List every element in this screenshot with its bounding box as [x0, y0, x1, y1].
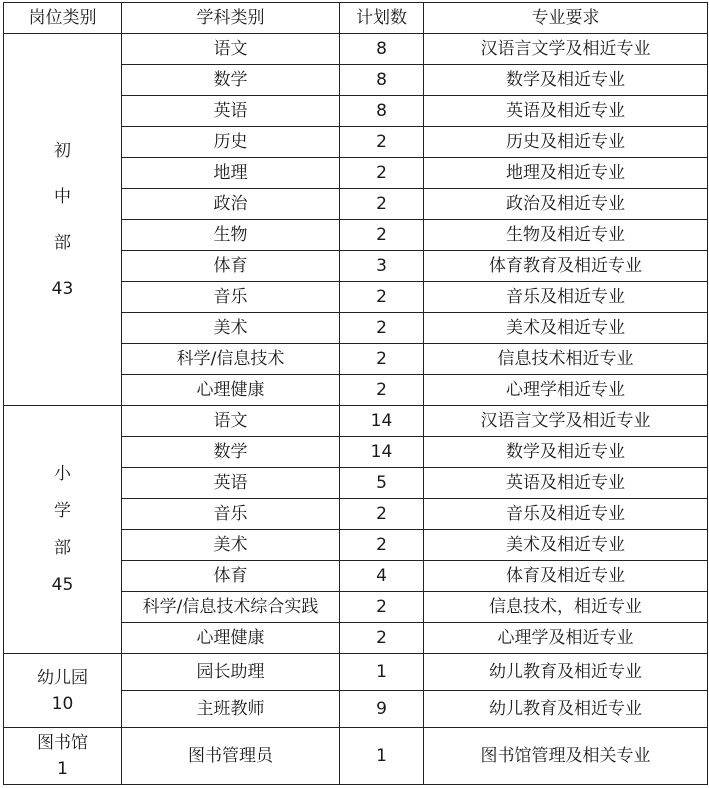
requirement-cell: 体育教育及相近专业	[424, 251, 708, 282]
requirement-cell: 幼儿教育及相近专业	[424, 691, 708, 728]
subject-cell: 科学/信息技术	[122, 344, 340, 375]
subject-cell: 音乐	[122, 282, 340, 313]
subject-cell: 政治	[122, 189, 340, 220]
subject-cell: 体育	[122, 251, 340, 282]
count-cell: 14	[340, 437, 424, 468]
subject-cell: 美术	[122, 313, 340, 344]
count-cell: 2	[340, 282, 424, 313]
subject-cell: 英语	[122, 96, 340, 127]
requirement-cell: 信息技术，相近专业	[424, 592, 708, 623]
count-cell: 9	[340, 691, 424, 728]
count-cell: 3	[340, 251, 424, 282]
group-kindergarten	[4, 654, 708, 728]
requirement-cell: 生物及相近专业	[424, 220, 708, 251]
requirement-cell: 图书馆管理及相关专业	[424, 728, 708, 785]
subject-cell: 地理	[122, 158, 340, 189]
count-cell: 8	[340, 96, 424, 127]
count-cell: 2	[340, 127, 424, 158]
requirement-cell: 音乐及相近专业	[424, 499, 708, 530]
category-name: 图书馆	[37, 733, 88, 753]
subject-cell: 数学	[122, 437, 340, 468]
subject-cell: 生物	[122, 220, 340, 251]
category-char: 部	[54, 232, 71, 253]
count-cell: 2	[340, 499, 424, 530]
requirement-cell: 体育及相近专业	[424, 561, 708, 592]
count-cell: 2	[340, 592, 424, 623]
count-cell: 2	[340, 313, 424, 344]
subject-cell: 美术	[122, 530, 340, 561]
requirement-cell: 美术及相近专业	[424, 313, 708, 344]
recruitment-plan-table	[3, 2, 708, 785]
category-char: 学	[54, 501, 71, 521]
category-total: 43	[51, 278, 74, 299]
requirement-cell: 英语及相近专业	[424, 96, 708, 127]
subject-cell: 心理健康	[122, 623, 340, 654]
subject-cell: 科学/信息技术综合实践	[122, 592, 340, 623]
header-requirement: 专业要求	[424, 3, 708, 34]
header-row	[4, 3, 708, 34]
subject-cell: 历史	[122, 127, 340, 158]
category-primary-school	[4, 406, 122, 654]
count-cell: 4	[340, 561, 424, 592]
requirement-cell: 心理学及相近专业	[424, 623, 708, 654]
requirement-cell: 地理及相近专业	[424, 158, 708, 189]
header-category: 岗位类别	[4, 3, 122, 34]
group-middle-school	[4, 34, 708, 406]
requirement-cell: 信息技术相近专业	[424, 344, 708, 375]
group-library	[4, 728, 708, 785]
requirement-cell: 历史及相近专业	[424, 127, 708, 158]
category-name: 幼儿园	[37, 667, 88, 688]
header-subject: 学科类别	[122, 3, 340, 34]
requirement-cell: 汉语言文学及相近专业	[424, 34, 708, 65]
subject-cell: 数学	[122, 65, 340, 96]
subject-cell: 心理健康	[122, 375, 340, 406]
table-row	[4, 406, 708, 437]
requirement-cell: 政治及相近专业	[424, 189, 708, 220]
category-char: 初	[54, 140, 71, 161]
category-char: 中	[54, 186, 71, 207]
header-count: 计划数	[340, 3, 424, 34]
table-row	[4, 34, 708, 65]
category-total: 1	[57, 759, 68, 779]
requirement-cell: 美术及相近专业	[424, 530, 708, 561]
count-cell: 2	[340, 220, 424, 251]
category-kindergarten	[4, 654, 122, 728]
requirement-cell: 音乐及相近专业	[424, 282, 708, 313]
count-cell: 14	[340, 406, 424, 437]
count-cell: 1	[340, 728, 424, 785]
table-row	[4, 728, 708, 785]
group-primary-school	[4, 406, 708, 654]
category-char: 小	[54, 464, 71, 484]
category-total: 10	[51, 693, 74, 714]
subject-cell: 图书管理员	[122, 728, 340, 785]
table-row	[4, 654, 708, 691]
subject-cell: 体育	[122, 561, 340, 592]
category-char: 部	[54, 538, 71, 558]
subject-cell: 英语	[122, 468, 340, 499]
requirement-cell: 英语及相近专业	[424, 468, 708, 499]
requirement-cell: 数学及相近专业	[424, 65, 708, 96]
count-cell: 2	[340, 375, 424, 406]
subject-cell: 语文	[122, 34, 340, 65]
requirement-cell: 汉语言文学及相近专业	[424, 406, 708, 437]
count-cell: 2	[340, 623, 424, 654]
requirement-cell: 心理学相近专业	[424, 375, 708, 406]
category-library	[4, 728, 122, 785]
count-cell: 8	[340, 65, 424, 96]
category-total: 45	[51, 575, 74, 595]
requirement-cell: 幼儿教育及相近专业	[424, 654, 708, 691]
count-cell: 5	[340, 468, 424, 499]
subject-cell: 音乐	[122, 499, 340, 530]
count-cell: 8	[340, 34, 424, 65]
count-cell: 1	[340, 654, 424, 691]
subject-cell: 语文	[122, 406, 340, 437]
count-cell: 2	[340, 158, 424, 189]
category-middle-school	[4, 34, 122, 406]
requirement-cell: 数学及相近专业	[424, 437, 708, 468]
count-cell: 2	[340, 530, 424, 561]
subject-cell: 园长助理	[122, 654, 340, 691]
count-cell: 2	[340, 344, 424, 375]
subject-cell: 主班教师	[122, 691, 340, 728]
count-cell: 2	[340, 189, 424, 220]
